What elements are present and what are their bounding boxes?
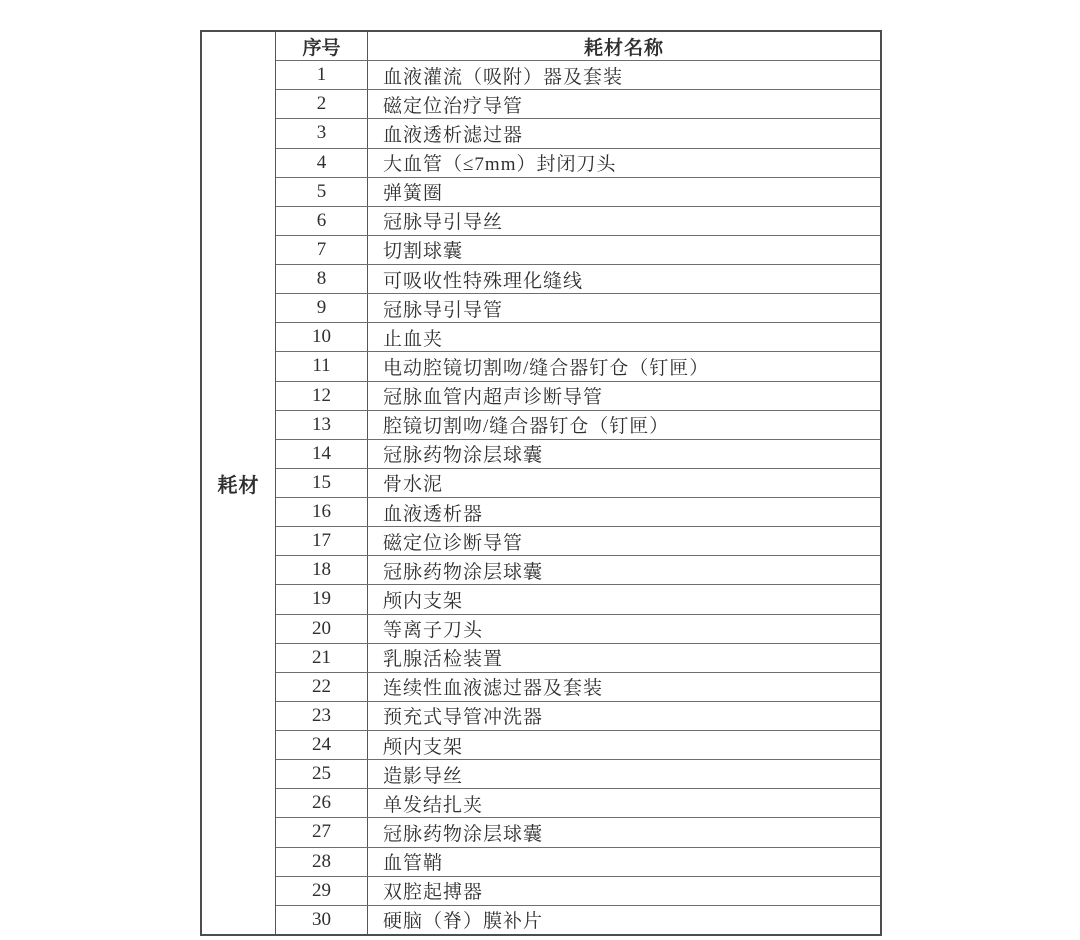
row-name: 冠脉导引导丝 — [383, 212, 504, 234]
row-name: 大血管（≤7mm）封闭刀头 — [383, 154, 617, 176]
row-serial: 5 — [276, 178, 368, 206]
row-name: 弹簧圈 — [383, 183, 444, 205]
row-name: 预充式导管冲洗器 — [383, 707, 544, 729]
row-name: 造影导丝 — [383, 765, 464, 787]
row-name: 冠脉血管内超声诊断导管 — [383, 387, 604, 409]
row-name: 冠脉药物涂层球囊 — [383, 561, 544, 583]
row-name: 颅内支架 — [383, 736, 464, 758]
row-name: 双腔起搏器 — [383, 882, 484, 904]
table-row — [276, 410, 880, 439]
row-name: 血液灌流（吸附）器及套装 — [383, 66, 624, 88]
row-serial: 7 — [276, 236, 368, 264]
table-row — [276, 89, 880, 118]
table-row — [276, 643, 880, 672]
row-serial: 29 — [276, 877, 368, 905]
table-row — [276, 817, 880, 846]
table-row — [276, 759, 880, 788]
category-cell — [202, 32, 276, 934]
category-label: 耗材 — [217, 474, 260, 497]
row-serial: 6 — [276, 207, 368, 235]
row-serial: 20 — [276, 615, 368, 643]
table-row — [276, 584, 880, 613]
row-name: 乳腺活检装置 — [383, 649, 504, 671]
row-name: 血液透析滤过器 — [383, 124, 524, 146]
table-row — [276, 322, 880, 351]
table-row — [276, 60, 880, 89]
table-row — [276, 526, 880, 555]
row-serial: 13 — [276, 411, 368, 439]
row-name: 止血夹 — [383, 328, 444, 350]
consumables-table — [200, 30, 882, 936]
row-serial: 15 — [276, 469, 368, 497]
row-serial: 30 — [276, 906, 368, 934]
row-name: 可吸收性特殊理化缝线 — [383, 270, 584, 292]
row-serial: 23 — [276, 702, 368, 730]
table-row — [276, 468, 880, 497]
table-row — [276, 293, 880, 322]
row-name: 血管鞘 — [383, 853, 444, 875]
row-name: 连续性血液滤过器及套装 — [383, 678, 604, 700]
table-row — [276, 439, 880, 468]
row-serial: 24 — [276, 731, 368, 759]
table-row — [276, 177, 880, 206]
table-row — [276, 264, 880, 293]
row-name: 冠脉导引导管 — [383, 299, 504, 321]
row-name: 腔镜切割吻/缝合器钉仓（钉匣） — [383, 416, 670, 438]
row-serial: 16 — [276, 498, 368, 526]
row-name: 等离子刀头 — [383, 620, 484, 642]
table-row — [276, 876, 880, 905]
row-name: 电动腔镜切割吻/缝合器钉仓（钉匣） — [383, 357, 710, 379]
row-name: 磁定位治疗导管 — [383, 95, 524, 117]
row-serial: 12 — [276, 382, 368, 410]
table-row — [276, 206, 880, 235]
row-name: 磁定位诊断导管 — [383, 532, 524, 554]
table-header-row — [276, 32, 880, 60]
table-row — [276, 381, 880, 410]
table-row — [276, 701, 880, 730]
row-name: 硬脑（脊）膜补片 — [383, 911, 544, 933]
row-serial: 28 — [276, 848, 368, 876]
table-row — [276, 788, 880, 817]
table-row — [276, 555, 880, 584]
row-name: 冠脉药物涂层球囊 — [383, 823, 544, 845]
row-name: 颅内支架 — [383, 590, 464, 612]
row-serial: 9 — [276, 294, 368, 322]
row-serial: 2 — [276, 90, 368, 118]
table-row — [276, 730, 880, 759]
row-serial: 10 — [276, 323, 368, 351]
table-row — [276, 847, 880, 876]
table-row — [276, 905, 880, 934]
row-serial: 19 — [276, 585, 368, 613]
row-serial: 8 — [276, 265, 368, 293]
row-name: 单发结扎夹 — [383, 794, 484, 816]
col-header-name: 耗材名称 — [583, 37, 664, 59]
row-serial: 1 — [276, 61, 368, 89]
table-row — [276, 118, 880, 147]
row-name: 骨水泥 — [383, 474, 444, 496]
table-body — [276, 32, 880, 934]
row-serial: 14 — [276, 440, 368, 468]
table-row — [276, 148, 880, 177]
row-serial: 11 — [276, 352, 368, 380]
row-name: 切割球囊 — [383, 241, 464, 263]
table-row — [276, 235, 880, 264]
row-serial: 18 — [276, 556, 368, 584]
row-serial: 25 — [276, 760, 368, 788]
row-serial: 4 — [276, 149, 368, 177]
table-row — [276, 672, 880, 701]
row-serial: 22 — [276, 673, 368, 701]
row-serial: 3 — [276, 119, 368, 147]
table-row — [276, 614, 880, 643]
col-header-serial: 序号 — [276, 32, 368, 60]
row-serial: 21 — [276, 644, 368, 672]
row-name: 血液透析器 — [383, 503, 484, 525]
table-row — [276, 351, 880, 380]
row-serial: 27 — [276, 818, 368, 846]
row-name: 冠脉药物涂层球囊 — [383, 445, 544, 467]
row-serial: 17 — [276, 527, 368, 555]
table-row — [276, 497, 880, 526]
row-serial: 26 — [276, 789, 368, 817]
